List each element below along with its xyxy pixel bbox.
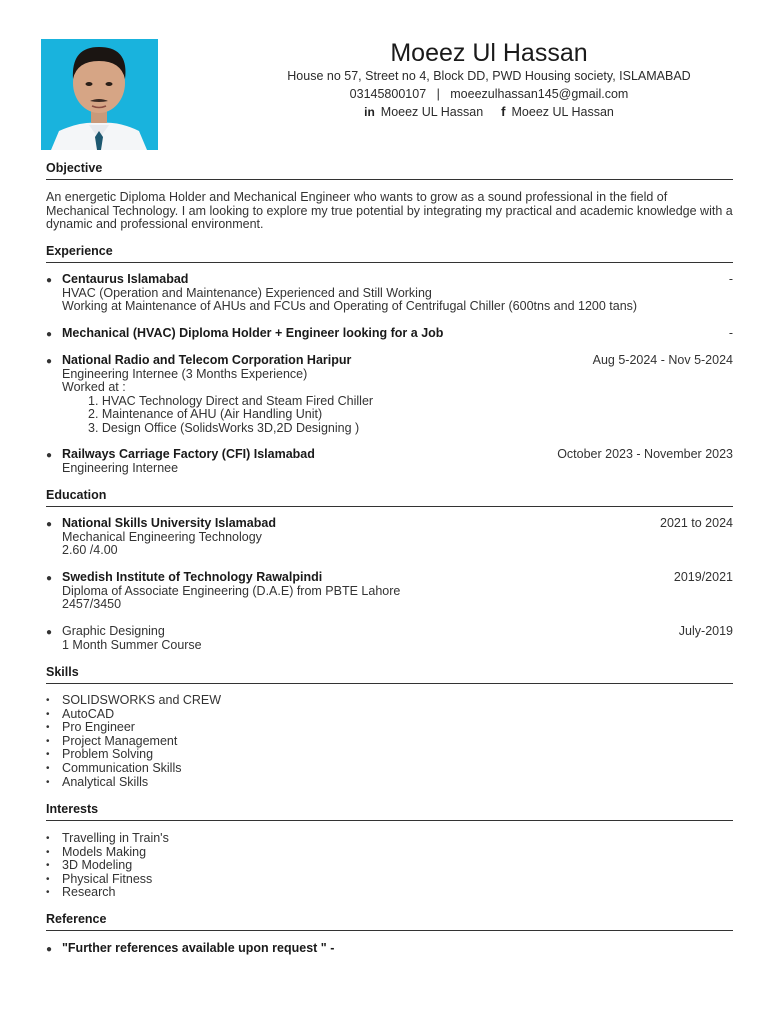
reference-item bbox=[46, 942, 733, 956]
experience-line: Engineering Internee (3 Months Experience) bbox=[62, 366, 308, 381]
profile-photo bbox=[41, 39, 158, 150]
list-item: • Communication Skills bbox=[46, 762, 733, 776]
linkedin-link[interactable] bbox=[364, 103, 483, 121]
list-item: • Project Management bbox=[46, 735, 733, 749]
education-line: Diploma of Associate Engineering (D.A.E) from PBTE Lahore bbox=[62, 583, 401, 598]
experience-subline: 2. Maintenance of AHU (Air Handling Unit) bbox=[88, 407, 323, 422]
experience-heading: Experience bbox=[46, 244, 733, 263]
bullet-icon: ● bbox=[46, 356, 53, 367]
education-date: 2021 to 2024 bbox=[660, 516, 733, 530]
portrait-image bbox=[41, 39, 158, 150]
list-item: • AutoCAD bbox=[46, 708, 733, 722]
education-line: 2.60 /4.00 bbox=[62, 543, 118, 558]
experience-line: HVAC (Operation and Maintenance) Experienced and Still Working bbox=[62, 285, 432, 300]
bullet-icon: ● bbox=[46, 519, 53, 530]
experience-line: Worked at : bbox=[62, 380, 126, 395]
education-line: 1 Month Summer Course bbox=[62, 637, 202, 652]
bullet-icon: ● bbox=[46, 450, 53, 461]
experience-date: - bbox=[728, 326, 733, 340]
education-org: Swedish Institute of Technology Rawalpindi bbox=[62, 570, 323, 584]
facebook-link[interactable] bbox=[501, 103, 614, 121]
header bbox=[160, 38, 768, 121]
list-item: • Research bbox=[46, 886, 733, 900]
interests-list bbox=[46, 832, 733, 900]
list-item: • 3D Modeling bbox=[46, 859, 733, 873]
interests-heading: Interests bbox=[46, 802, 733, 821]
education-item bbox=[46, 625, 733, 652]
experience-item bbox=[46, 273, 733, 314]
facebook-label: Moeez UL Hassan bbox=[511, 105, 614, 119]
education-date: 2019/2021 bbox=[673, 570, 733, 584]
bullet-icon: ● bbox=[46, 275, 53, 286]
contact-line bbox=[210, 85, 768, 103]
experience-date: October 2023 - November 2023 bbox=[557, 447, 733, 461]
bullet-icon: ● bbox=[46, 944, 53, 955]
linkedin-icon: in bbox=[364, 105, 375, 119]
bullet-icon: ● bbox=[46, 627, 53, 638]
education-org: National Skills University Islamabad bbox=[62, 516, 276, 530]
objective-heading: Objective bbox=[46, 161, 733, 180]
experience-org: Mechanical (HVAC) Diploma Holder + Engineer looking for a Job bbox=[62, 326, 444, 340]
separator: | bbox=[436, 87, 440, 101]
education-heading: Education bbox=[46, 488, 733, 507]
list-item: • Analytical Skills bbox=[46, 776, 733, 790]
list-item: • Physical Fitness bbox=[46, 873, 733, 887]
experience-date: - bbox=[728, 272, 733, 286]
experience-item bbox=[46, 448, 733, 475]
experience-org: Centaurus Islamabad bbox=[62, 272, 189, 286]
education-date: July-2019 bbox=[678, 624, 733, 638]
bullet-icon: ● bbox=[46, 329, 53, 340]
reference-text: "Further references available upon request " - bbox=[62, 941, 335, 955]
phone: 03145800107 bbox=[349, 87, 427, 101]
skills-list bbox=[46, 694, 733, 789]
experience-subline: 1. HVAC Technology Direct and Steam Fired Chiller bbox=[88, 393, 374, 408]
education-line: 2457/3450 bbox=[62, 597, 122, 612]
skills-heading: Skills bbox=[46, 665, 733, 684]
facebook-icon: f bbox=[501, 104, 506, 119]
education-line: Mechanical Engineering Technology bbox=[62, 529, 262, 544]
experience-date: Aug 5-2024 - Nov 5-2024 bbox=[592, 353, 733, 367]
education-item bbox=[46, 517, 733, 558]
reference-heading: Reference bbox=[46, 912, 733, 931]
list-item: • Pro Engineer bbox=[46, 721, 733, 735]
social-links bbox=[210, 103, 768, 121]
objective-text: An energetic Diploma Holder and Mechanical Engineer who wants to grow as a sound professional in the field of Mechanical Technology. I am looking to explore my true potential by integrating my practical and academic knowledge with a dynamic and professional environment. bbox=[46, 190, 733, 232]
email-link[interactable]: moeezulhassan145@gmail.com bbox=[450, 87, 629, 101]
education-org: Graphic Designing bbox=[62, 624, 165, 638]
experience-item bbox=[46, 327, 733, 341]
experience-org: National Radio and Telecom Corporation Haripur bbox=[62, 353, 352, 367]
experience-line: Working at Maintenance of AHUs and FCUs and Operating of Centrifugal Chiller (600tns and 1200 tans) bbox=[62, 299, 638, 314]
experience-line: Engineering Internee bbox=[62, 460, 179, 475]
bullet-icon: ● bbox=[46, 573, 53, 584]
education-item bbox=[46, 571, 733, 612]
list-item: • Models Making bbox=[46, 846, 733, 860]
linkedin-label: Moeez UL Hassan bbox=[380, 105, 484, 119]
experience-org: Railways Carriage Factory (CFI) Islamabad bbox=[62, 447, 315, 461]
address: House no 57, Street no 4, Block DD, PWD Housing society, ISLAMABAD bbox=[287, 69, 691, 83]
experience-item bbox=[46, 354, 733, 436]
list-item: • SOLIDSWORKS and CREW bbox=[46, 694, 733, 708]
experience-subline: 3. Design Office (SolidsWorks 3D,2D Designing ) bbox=[88, 420, 360, 435]
list-item: • Problem Solving bbox=[46, 748, 733, 762]
candidate-name: Moeez Ul Hassan bbox=[390, 39, 588, 67]
list-item: • Travelling in Train's bbox=[46, 832, 733, 846]
